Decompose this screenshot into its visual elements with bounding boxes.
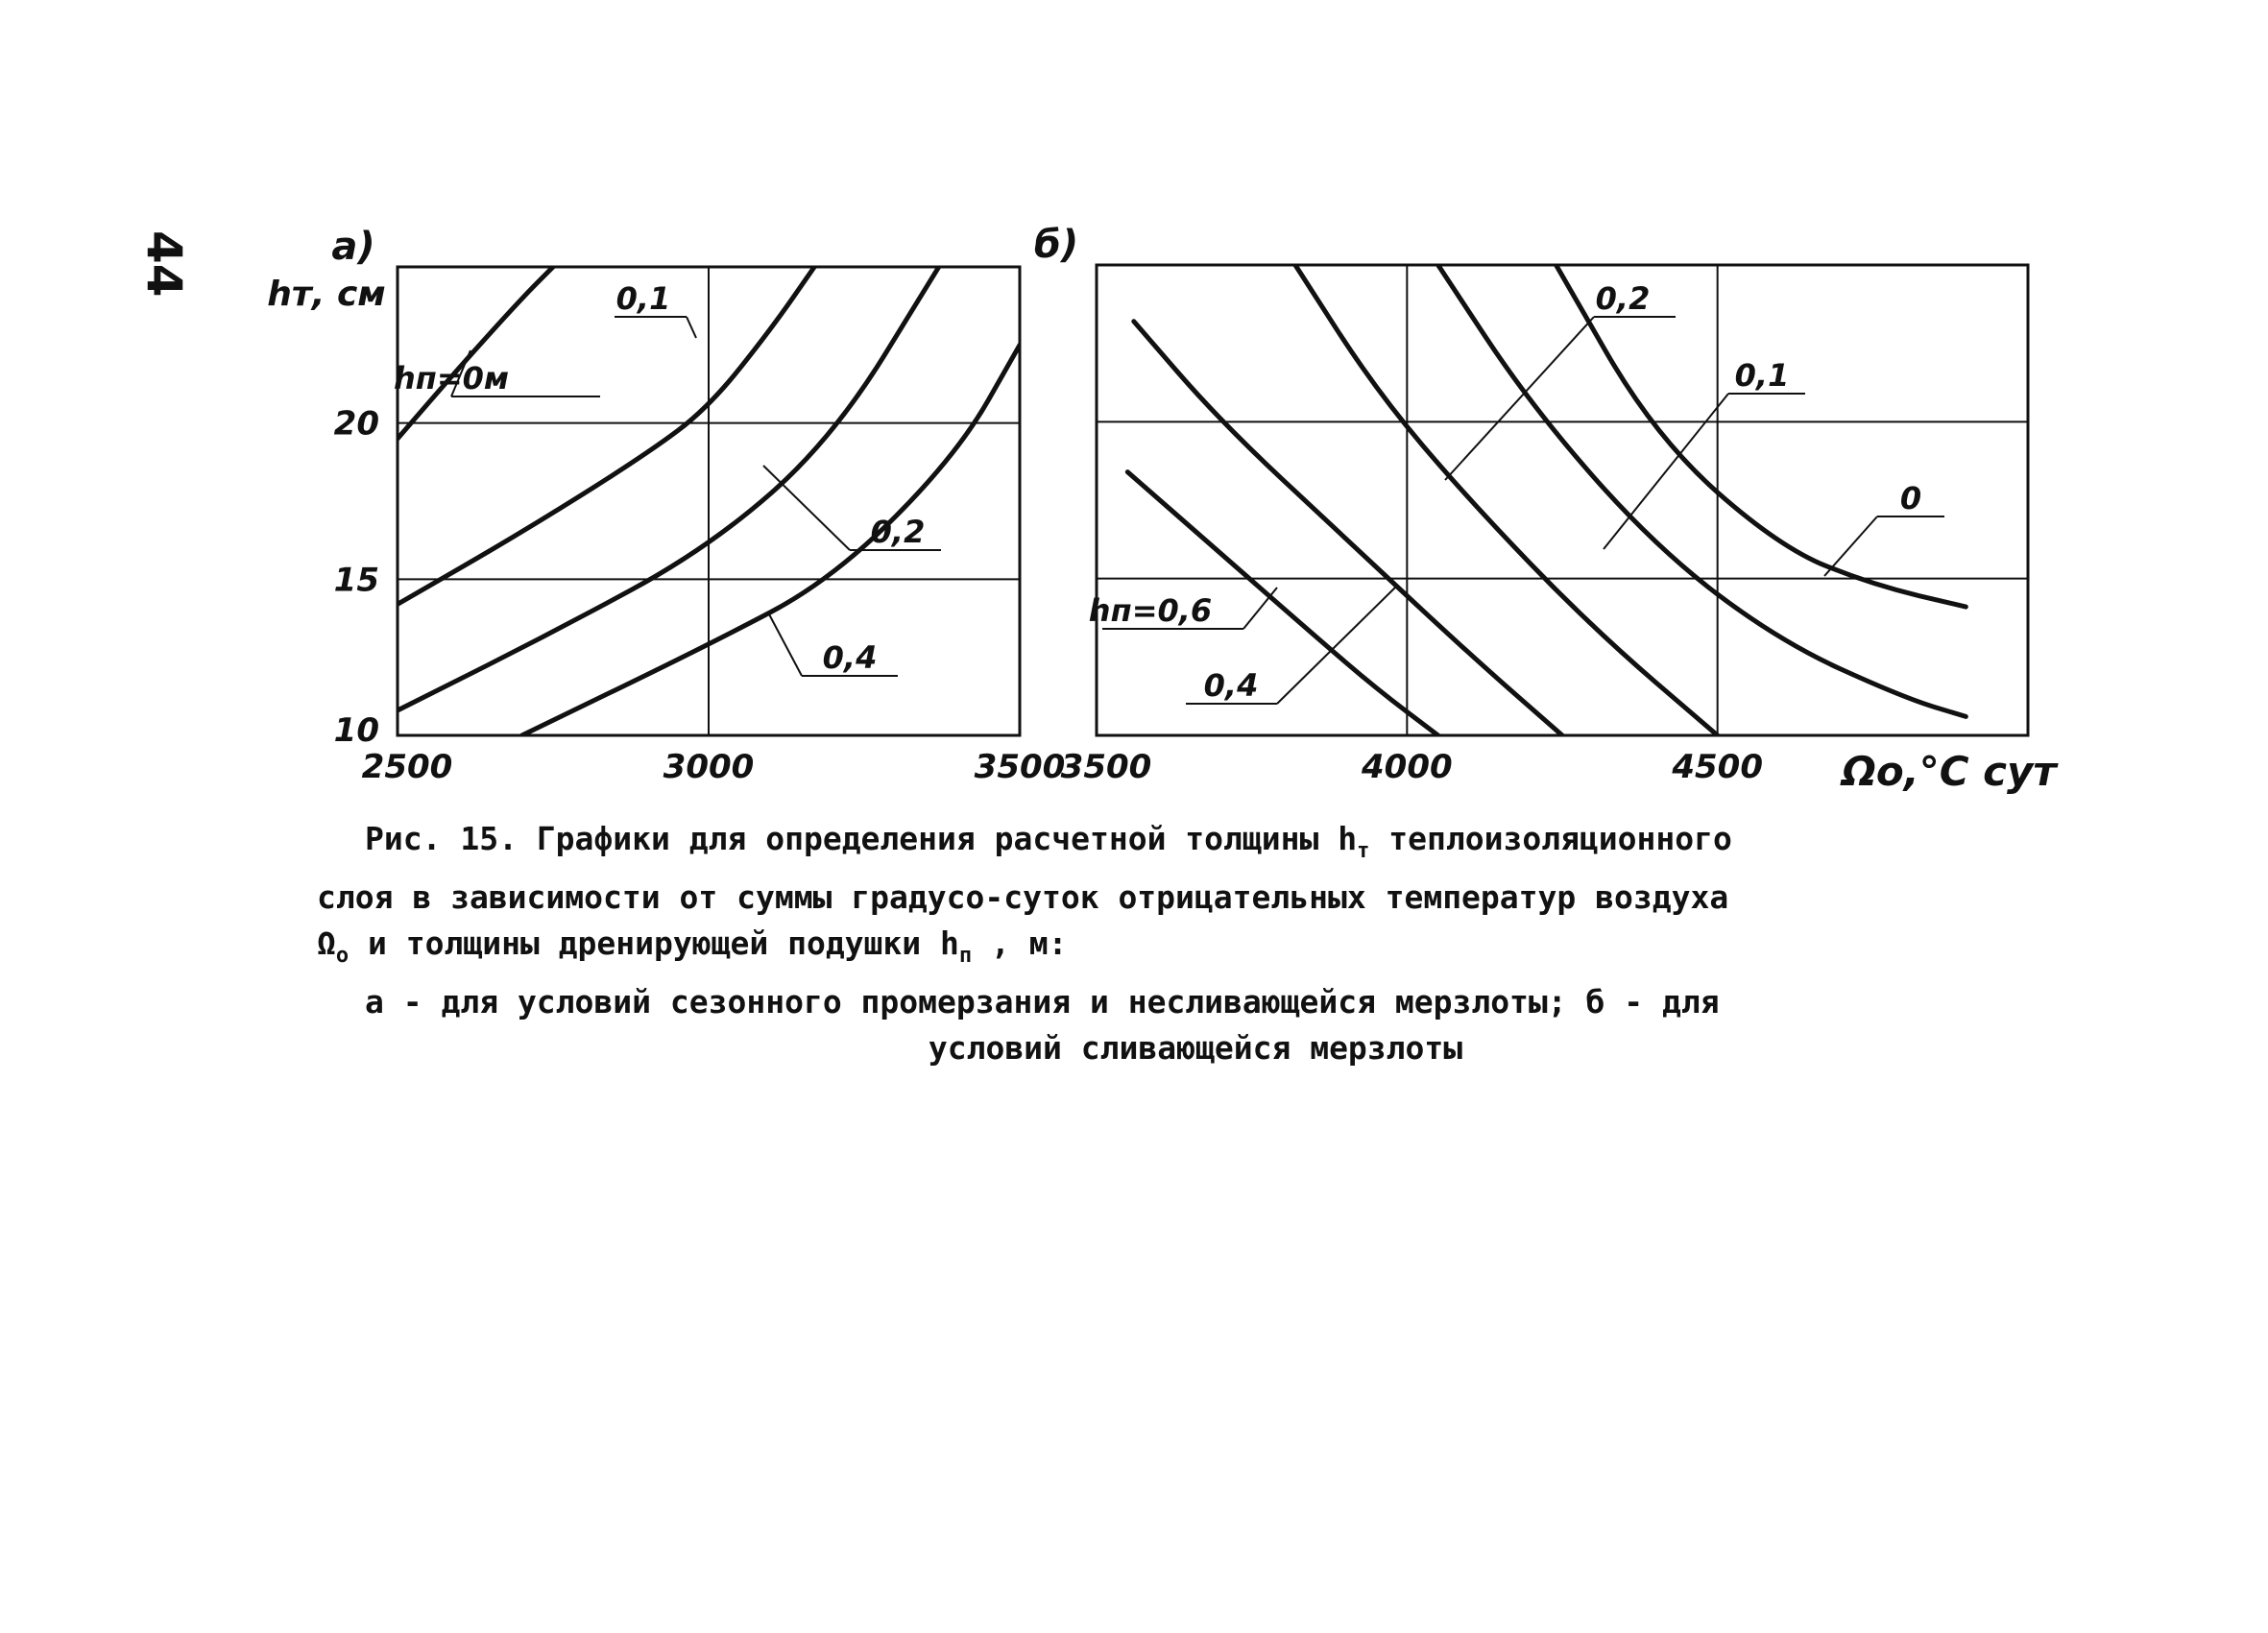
caption-symbol: h (1338, 820, 1358, 857)
x-tick-label: 3500 (974, 748, 1066, 786)
series-line (398, 267, 814, 604)
leader-line (687, 317, 696, 338)
y-axis-label: hт, см (267, 275, 386, 314)
curve-label: 0,1 (615, 280, 671, 317)
leader-line (768, 612, 802, 676)
panel-label: а) (331, 225, 375, 269)
curve-label: 0,2 (870, 514, 926, 550)
x-tick-label: 3000 (663, 748, 755, 786)
caption-text: , м: (972, 925, 1068, 962)
curve-label: 0 (1899, 480, 1922, 516)
curve-label: 0,2 (1595, 280, 1651, 317)
figure-caption (317, 816, 2074, 1071)
series-line (1438, 265, 1966, 716)
x-axis-label: Ωо,°С сут (1842, 748, 2057, 795)
x-tick-label: 4000 (1362, 748, 1453, 786)
y-tick-label: 20 (333, 404, 379, 444)
curve-label: 0,1 (1734, 357, 1790, 394)
caption-text: теплоизоляционного (1369, 820, 1732, 857)
caption-text: и толщины дренирующей подушки (349, 925, 941, 962)
chart-b (1034, 223, 2060, 795)
leader-line (763, 466, 850, 550)
caption-text: Рис. 15. Графики для определения расчетной толщины (365, 820, 1339, 857)
series-line (522, 345, 1020, 735)
leader-line (1824, 516, 1877, 576)
leader-line (1445, 317, 1594, 480)
caption-line-4: а - для условий сезонного промерзания и несливающейся мерзлоты; б - для (365, 983, 1720, 1021)
plot-frame (1097, 265, 2028, 735)
x-tick-label: 3500 (1060, 748, 1152, 786)
series-line (1295, 265, 1718, 735)
caption-line-5: условий сливающейся мерзлоты (928, 1029, 1463, 1067)
charts (0, 0, 2268, 816)
caption-subscript: о (335, 944, 350, 968)
leader-line (1277, 586, 1397, 704)
panel-label: б) (1033, 223, 1079, 267)
curve-label: hп=0м (393, 360, 510, 396)
x-tick-label: 2500 (361, 748, 453, 786)
curve-label: 0,4 (822, 639, 878, 676)
y-tick-label: 15 (333, 561, 379, 600)
caption-subscript: т (1357, 839, 1370, 863)
caption-line-2: слоя в зависимости от суммы градусо-суток отрицательных температур воздуха (317, 878, 1729, 916)
y-tick-label: 10 (333, 711, 379, 750)
leader-line (1604, 394, 1728, 549)
curve-label: 0,4 (1203, 667, 1259, 704)
curve-label: hп=0,6 (1088, 592, 1213, 629)
caption-line-3 (317, 921, 2074, 979)
caption-line-1 (317, 816, 2074, 875)
caption-symbol: h (940, 925, 959, 962)
series-line (398, 267, 553, 439)
caption-subscript: п (958, 944, 973, 968)
x-tick-label: 4500 (1672, 748, 1763, 786)
page-number: 44 (136, 230, 192, 298)
caption-symbol: Ω (317, 925, 336, 962)
leader-line (1243, 588, 1277, 629)
chart-a (267, 225, 1065, 786)
